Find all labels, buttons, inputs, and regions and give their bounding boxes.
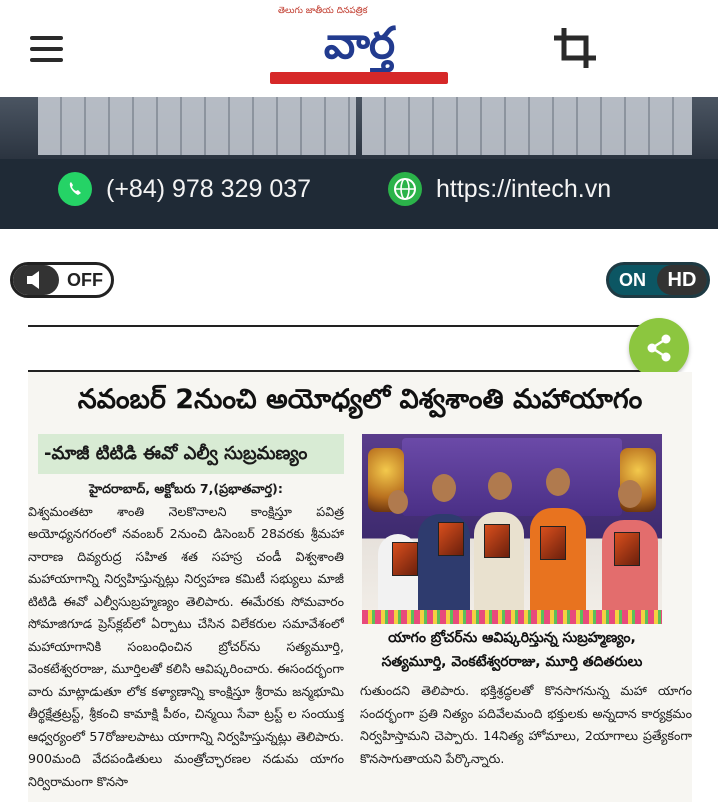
person-head — [618, 480, 642, 508]
banner-website-text: https://intech.vn — [436, 174, 612, 203]
ad-banner[interactable] — [0, 97, 718, 229]
article-body-right: గుతుందని తెలిపారు. భక్తిశ్రద్ధలతో కొనసాగనున్న మహా యాగం సందర్భంగా ప్రతి నిత్యం పదివేలమంది భక్తులకు అన్నదాన కార్యక్రమం నిర్వహిస్తామని చెప్పారు. 14నిత్య హోమాలు, 2యాగాలు ప్రత్యేకంగా కొనసాగుతాయని పేర్కొన్నారు. — [360, 683, 692, 766]
whatsapp-icon — [58, 172, 92, 206]
article-subheadline: -మాజీ టిటిడి ఈవో ఎల్వీ సుబ్రమణ్యం — [38, 434, 344, 474]
person-head — [546, 468, 570, 496]
brochure — [614, 532, 640, 566]
photo-caption: యాగం బ్రోచర్‌ను ఆవిష్కరిస్తున్న సుబ్రహ్మణ్యం, సత్యమూర్తి, వెంకటేశ్వరరాజు, మూర్తి తదితరులు — [381, 630, 643, 670]
hamburger-menu-icon[interactable] — [30, 36, 63, 62]
banner-phone[interactable] — [58, 173, 311, 205]
solar-panel-image — [362, 97, 692, 155]
crop-icon[interactable] — [552, 26, 598, 70]
article-photo — [362, 434, 662, 624]
person-head — [388, 490, 408, 514]
logo-tagline: తెలుగు జాతీయ దినపత్రిక — [278, 6, 368, 16]
share-icon — [643, 332, 675, 364]
solar-panel-image — [38, 97, 356, 155]
person-head — [432, 474, 456, 502]
top-bar — [0, 0, 718, 97]
hd-toggle[interactable] — [606, 262, 710, 298]
logo-underline — [270, 72, 448, 84]
brochure — [438, 522, 464, 556]
article-body-left — [28, 478, 344, 798]
banner-phone-text: (+84) 978 329 037 — [106, 174, 312, 203]
article-dateline: హైదరాబాద్, అక్టోబరు 7,(ప్రభాతవార్త): — [89, 481, 283, 496]
logo-text: వార్త — [323, 18, 395, 69]
flower-decoration — [362, 610, 662, 624]
site-logo[interactable] — [268, 6, 450, 88]
sound-toggle[interactable] — [10, 262, 114, 298]
share-button[interactable] — [629, 318, 689, 378]
hd-label: HD — [657, 265, 707, 295]
article-body-left-text: విశ్వమంతటా శాంతి నెలకొనాలని కాంక్షిస్తూ పవిత్ర అయోధ్యనగరంలో నవంబర్ 2నుంచి డిసెంబర్ 28వరకు శ్రీమహా నారాణ దివ్యరుద్ర సహిత శత సహస్ర చండీ విశ్వశాంతి మహాయాగాన్ని నిర్వహిస్తున్నట్లు నిర్వహణ కమిటీ సభ్యులు మాజీ టిటిడి ఈవో ఎల్వీసుబ్రహ్మణ్యం తెలిపారు. ఈమేరకు సోమవారం సోమాజిగూడ ప్రెస్‌క్లబ్‌లో ఏర్పాటు చేసిన విలేకరుల సమావేశంలో మహాయాగానికి సంబంధించిన బ్రోచర్‌ను సత్యమూర్తి, వెంకటేశ్వరరాజు, మూర్తిలతో కలిసి ఆవిష్కరించారు. ఈసందర్భంగా వారు మాట్లాడుతూ లోక కళ్యాణాన్ని కాంక్షిస్తూ శ్రీరామ జన్మభూమి తీర్థక్షేత్రట్రస్ట్, శ్రీకంచి కామాక్షి పీఠం, చిన్మయి సేవా ట్రస్ట్ ల సంయుక్త ఆధ్వర్యంలో 57రోజులపాటు యాగాన్ని నిర్వహిస్తున్నట్లు తెలిపారు. 900మంది వేదపండితులు మంత్రోచ్ఛారణల నడుమ యాగం నిర్విరామంగా కొనసా — [28, 503, 344, 789]
banner-website[interactable] — [388, 173, 611, 205]
person-head — [488, 472, 512, 500]
brochure — [392, 542, 418, 576]
newspaper-clipping — [28, 372, 692, 802]
hd-toggle-on-label: ON — [619, 270, 646, 290]
sound-toggle-label: OFF — [67, 270, 103, 290]
article-headline: నవంబర్ 2నుంచి అయోధ్యలో విశ్వశాంతి మహాయాగం — [77, 384, 643, 415]
brochure — [484, 524, 510, 558]
brochure — [540, 526, 566, 560]
speaker-icon — [13, 265, 59, 295]
globe-icon — [388, 172, 422, 206]
divider — [28, 325, 662, 327]
